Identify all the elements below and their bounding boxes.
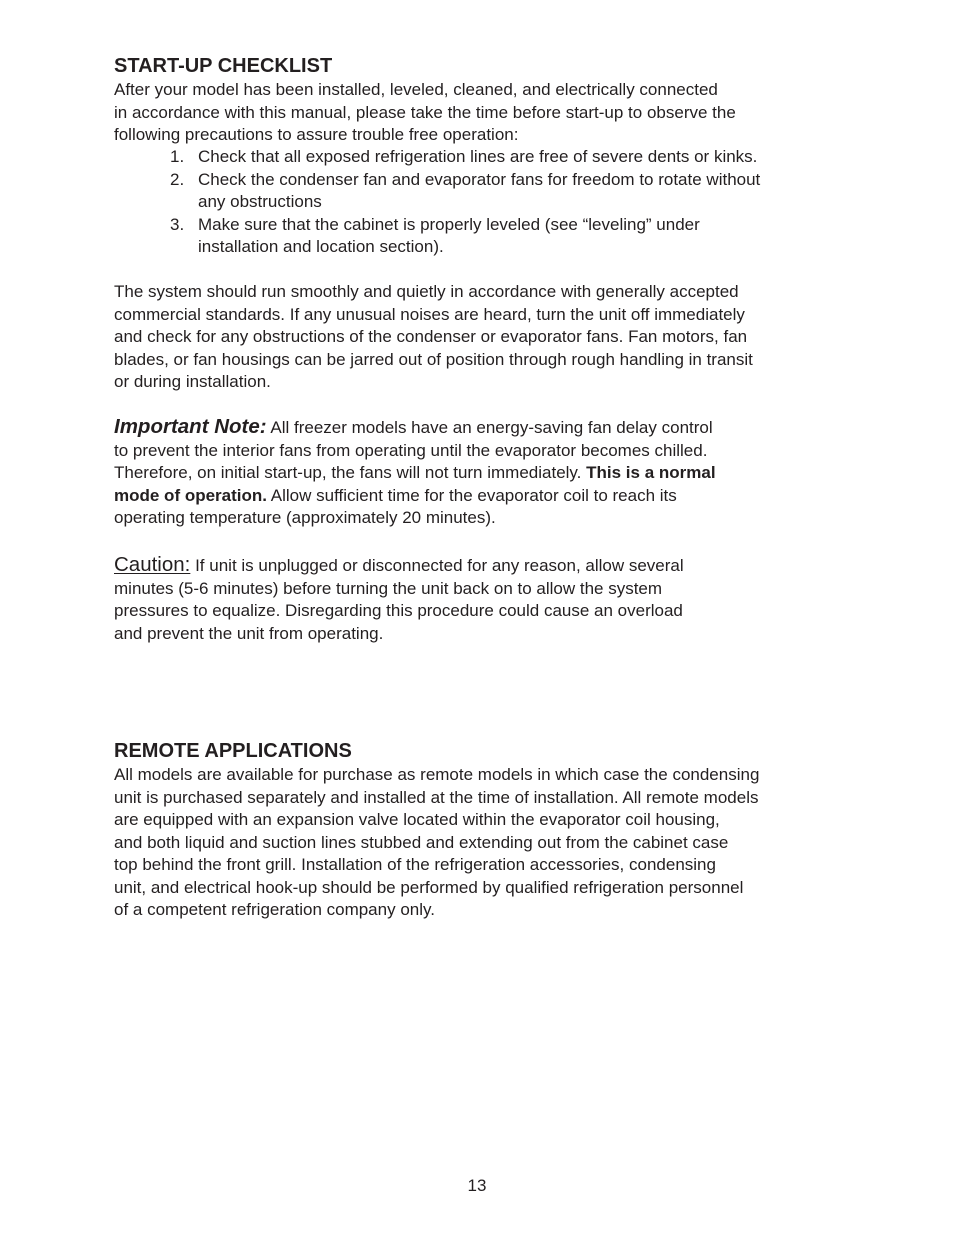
text-line: and prevent the unit from operating. xyxy=(114,623,384,643)
text-line: and check for any obstructions of the condenser or evaporator fans. Fan motors, fan xyxy=(114,327,748,346)
system-operation-paragraph xyxy=(114,281,753,394)
text-line: in accordance with this manual, please take the time before start-up to observe the xyxy=(114,102,736,122)
startup-checklist xyxy=(170,146,760,259)
text-line xyxy=(114,416,716,440)
text-line: minutes (5-6 minutes) before turning the unit back on to allow the system xyxy=(114,578,663,598)
text-line: The system should run smoothly and quietly in accordance with generally accepted xyxy=(114,282,739,301)
important-note-label: Important Note: xyxy=(114,415,267,438)
item-text: any obstructions xyxy=(198,192,322,211)
checklist-item xyxy=(170,214,760,259)
important-note-text: Therefore, on initial start-up, the fans will not turn immediately. xyxy=(114,463,587,482)
caution-label: Caution: xyxy=(114,553,191,576)
text-line: and both liquid and suction lines stubbed and extending out from the cabinet case xyxy=(114,832,729,852)
important-note-paragraph xyxy=(114,416,716,530)
remote-applications-paragraph xyxy=(114,764,759,922)
text-line: After your model has been installed, leveled, cleaned, and electrically connected xyxy=(114,80,718,99)
remote-applications-heading: REMOTE APPLICATIONS xyxy=(114,740,352,762)
item-text: installation and location section). xyxy=(198,237,444,256)
text-line: are equipped with an expansion valve located within the evaporator coil housing, xyxy=(114,810,720,829)
item-number: 2. xyxy=(170,169,185,189)
text-line: or during installation. xyxy=(114,372,271,391)
text-line: All models are available for purchase as remote models in which case the condensing xyxy=(114,765,760,784)
text-line: commercial standards. If any unusual noises are heard, turn the unit off immediately xyxy=(114,304,745,324)
startup-intro-paragraph xyxy=(114,79,736,147)
important-note-bold: mode of operation. xyxy=(114,485,267,505)
text-line xyxy=(114,485,716,508)
caution-text: If unit is unplugged or disconnected for any reason, allow several xyxy=(190,556,684,575)
text-line xyxy=(114,462,716,485)
checklist-item xyxy=(170,146,760,169)
page-number: 13 xyxy=(467,1176,487,1195)
caution-paragraph xyxy=(114,554,684,645)
text-line: pressures to equalize. Disregarding this procedure could cause an overload xyxy=(114,601,683,620)
item-text: Check the condenser fan and evaporator fans for freedom to rotate without xyxy=(198,169,761,189)
text-line: blades, or fan housings can be jarred out of position through rough handling in transit xyxy=(114,349,753,369)
text-line xyxy=(114,554,684,578)
item-text: Make sure that the cabinet is properly leveled (see “leveling” under xyxy=(198,214,700,234)
text-line: to prevent the interior fans from operating until the evaporator becomes chilled. xyxy=(114,440,708,460)
important-note-text: Allow sufficient time for the evaporator coil to reach its xyxy=(267,485,677,505)
text-line: of a competent refrigeration company only. xyxy=(114,900,435,919)
startup-checklist-heading: START-UP CHECKLIST xyxy=(114,55,333,77)
text-line: operating temperature (approximately 20 minutes). xyxy=(114,508,496,527)
item-number: 1. xyxy=(170,147,185,166)
text-line: unit is purchased separately and installed at the time of installation. All remote models xyxy=(114,787,759,807)
text-line: top behind the front grill. Installation of the refrigeration accessories, condensing xyxy=(114,855,716,874)
important-note-text: All freezer models have an energy-saving fan delay control xyxy=(266,418,713,437)
text-line: following precautions to assure trouble free operation: xyxy=(114,125,519,144)
checklist-item xyxy=(170,169,760,214)
important-note-bold: This is a normal xyxy=(586,463,716,482)
item-text: Check that all exposed refrigeration lines are free of severe dents or kinks. xyxy=(198,147,758,166)
text-line: unit, and electrical hook-up should be performed by qualified refrigeration personnel xyxy=(114,877,744,897)
item-number: 3. xyxy=(170,214,185,234)
